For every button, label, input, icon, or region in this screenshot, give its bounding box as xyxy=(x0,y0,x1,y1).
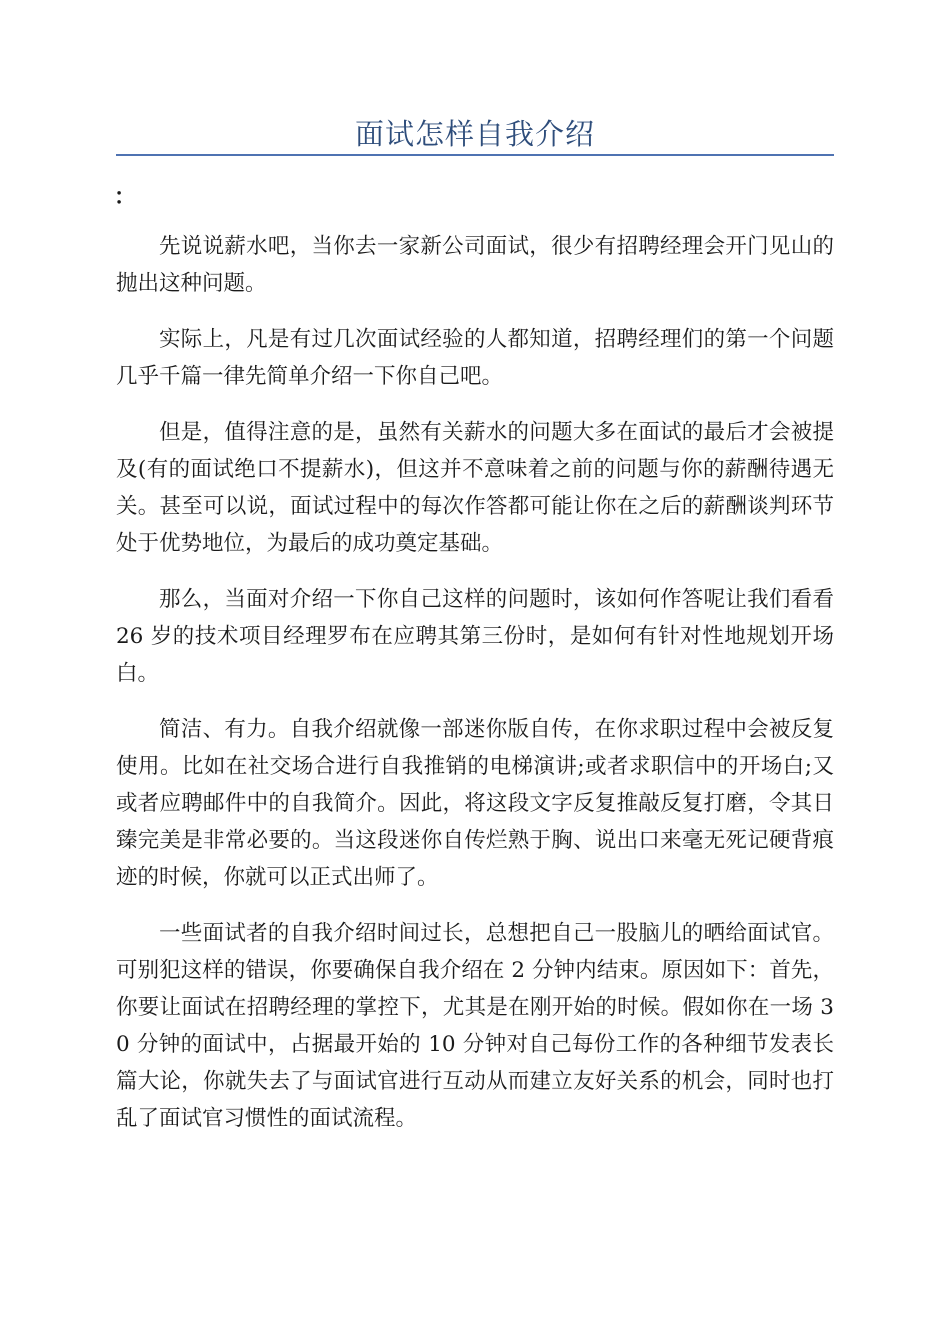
lead-colon: ： xyxy=(114,184,137,210)
paragraph-5: 简洁、有力。自我介绍就像一部迷你版自传，在你求职过程中会被反复使用。比如在社交场合进行自我推销的电梯演讲;或者求职信中的开场白;又或者应聘邮件中的自我简介。因此，将这段文字反复推敲反复打磨，令其日臻完美是非常必要的。当这段迷你自传烂熟于胸、说出口来毫无死记硬背痕迹的时候，你就可以正式出师了。 xyxy=(116,717,834,890)
paragraph-1: 先说说薪水吧，当你去一家新公司面试，很少有招聘经理会开门见山的抛出这种问题。 xyxy=(116,234,834,296)
document-body xyxy=(116,228,834,1156)
document-title: 面试怎样自我介绍 xyxy=(354,117,595,151)
paragraph-4: 那么，当面对介绍一下你自己这样的问题时，该如何作答呢让我们看看 26 岁的技术项目经理罗布在应聘其第三份时，是如何有针对性地规划开场白。 xyxy=(116,587,834,686)
title-underline xyxy=(116,154,834,156)
paragraph-6: 一些面试者的自我介绍时间过长，总想把自己一股脑儿的晒给面试官。可别犯这样的错误，你要确保自我介绍在 2 分钟内结束。原因如下：首先，你要让面试在招聘经理的掌控下，尤其是在刚开始的时候。假如你在一场 30 分钟的面试中，占据最开始的 10 分钟对自己每份工作的各种细节发表长篇大论，你就失去了与面试官进行互动从而建立友好关系的机会，同时也打乱了面试官习惯性的面试流程。 xyxy=(116,921,834,1131)
paragraph-2: 实际上，凡是有过几次面试经验的人都知道，招聘经理们的第一个问题几乎千篇一律先简单介绍一下你自己吧。 xyxy=(116,327,834,389)
paragraph-3: 但是，值得注意的是，虽然有关薪水的问题大多在面试的最后才会被提及(有的面试绝口不提薪水)，但这并不意味着之前的问题与你的薪酬待遇无关。甚至可以说，面试过程中的每次作答都可能让你在之后的薪酬谈判环节处于优势地位，为最后的成功奠定基础。 xyxy=(116,420,834,556)
